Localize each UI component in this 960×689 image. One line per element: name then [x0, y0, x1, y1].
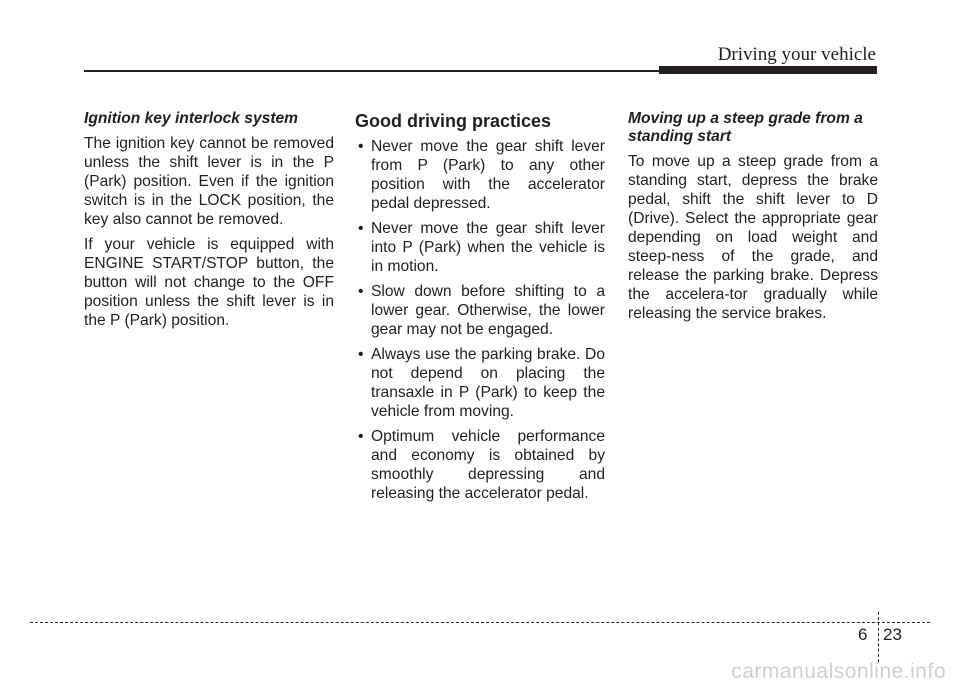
section-heading: Ignition key interlock system — [84, 110, 299, 127]
bullet-icon: • — [358, 346, 364, 363]
section-heading: Good driving practices — [355, 111, 552, 131]
bullet-icon: • — [358, 220, 364, 237]
list-item-text: Slow down before shifting to a lower gear. Otherwise, the lower gear may not be engaged. — [371, 283, 605, 338]
bullet-icon: • — [358, 283, 364, 300]
section-heading: Moving up a steep grade from a standing start — [628, 110, 863, 145]
paragraph: If your vehicle is equipped with ENGINE START/STOP button, the button will not change to the OFF position unless the shift lever is in the P (Park) position. — [84, 236, 334, 329]
paragraph: The ignition key cannot be removed unless the shift lever is in the P (Park) position. Even if the ignition switch is in the LOCK position, the key also cannot be removed. — [84, 135, 334, 228]
column-steep-grade — [628, 110, 878, 329]
column-ignition-interlock — [84, 110, 334, 336]
list-item-text: Never move the gear shift lever from P (Park) to any other position with the accelerator pedal depressed. — [371, 138, 605, 212]
bullet-list — [355, 137, 605, 503]
list-item-text: Always use the parking brake. Do not depend on placing the transaxle in P (Park) to keep the vehicle from moving. — [371, 346, 605, 420]
bullet-icon: • — [358, 428, 364, 445]
list-item — [355, 219, 605, 276]
column-driving-practices — [355, 110, 605, 509]
bullet-icon: • — [358, 138, 364, 155]
list-item-text: Never move the gear shift lever into P (Park) when the vehicle is in motion. — [371, 220, 605, 275]
paragraph: To move up a steep grade from a standing start, depress the brake pedal, shift the shift lever to D (Drive). Select the appropriate gear depending on load weight and steep-ness of the grade, and release the parking brake. Depress the accelera-tor gradually while releasing the service brakes. — [628, 153, 878, 322]
list-item — [355, 282, 605, 339]
footer-divider — [878, 612, 879, 662]
header-rule — [84, 70, 659, 72]
list-item-text: Optimum vehicle performance and economy is obtained by smoothly depressing and releasing the accelerator pedal. — [371, 428, 605, 502]
footer-rule — [30, 622, 930, 623]
list-item — [355, 137, 605, 213]
header-rule-accent — [659, 66, 877, 74]
list-item — [355, 345, 605, 421]
page-number: 23 — [883, 625, 902, 644]
section-number: 6 — [858, 625, 868, 644]
list-item — [355, 427, 605, 503]
watermark: carmanualsonline.info — [731, 660, 946, 683]
running-header: Driving your vehicle — [717, 44, 876, 65]
